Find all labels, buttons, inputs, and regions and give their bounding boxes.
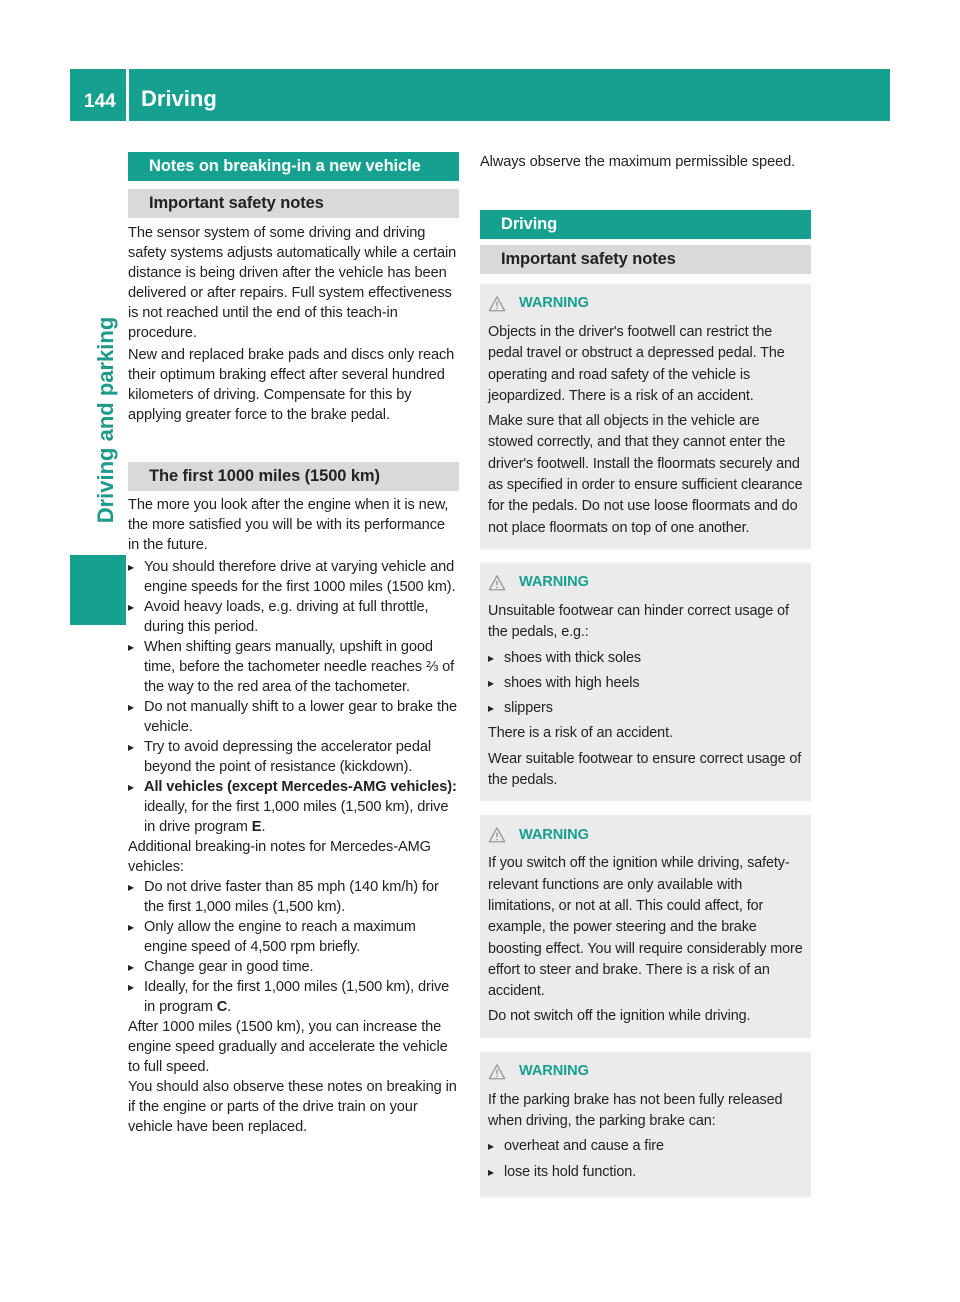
period: .: [227, 999, 232, 1015]
list-item-text: ideally, for the first 1,000 miles (1,500 km), drive in drive program: [144, 799, 449, 835]
paragraph: Additional breaking-in notes for Mercedes-AMG vehicles:: [128, 839, 431, 875]
warning-triangle-icon: [488, 1063, 506, 1081]
subsection-heading: Important safety notes: [480, 245, 811, 274]
warning-label: WARNING: [519, 1063, 589, 1080]
warning-header: [488, 292, 803, 316]
warning-triangle-icon: [488, 826, 506, 844]
paragraph: Do not switch off the ignition while driving.: [488, 1008, 751, 1025]
list-item: ▸ shoes with thick soles: [488, 648, 803, 669]
paragraph: The sensor system of some driving and driving safety systems adjusts automatically while a certain distance is being driven after the vehicle has been delivered or after repairs. Full system effectiveness is not reached until the end of this teach-in procedure.: [128, 225, 457, 341]
side-tab-label: Driving and parking: [93, 316, 118, 524]
list-item: ▸ overheat and cause a fire: [488, 1136, 803, 1157]
warning-triangle-icon: [488, 295, 506, 313]
paragraph: Objects in the driver's footwell can restrict the pedal travel or obstruct a depressed pedal. The operating and road safety of the vehicle is jeopardized. There is a risk of an accident.: [488, 324, 785, 404]
bullet-list: [128, 557, 459, 837]
warning-box: [480, 815, 811, 1037]
right-column: [480, 152, 811, 1197]
side-tab: [86, 305, 126, 535]
page-number: 144: [84, 91, 116, 112]
subsection-heading: Important safety notes: [128, 189, 459, 218]
paragraph: Always observe the maximum permissible speed.: [480, 154, 796, 170]
paragraph: There is a risk of an accident.: [488, 725, 673, 742]
warning-header: [488, 823, 803, 847]
paragraph: Wear suitable footwear to ensure correct usage of the pedals.: [488, 750, 802, 789]
list-item: ▸ When shifting gears manually, upshift in good time, before the tachometer needle reaches ⅔ of the way to the red area of the tachometer.: [128, 637, 459, 697]
bullet-list: [128, 877, 459, 1017]
paragraph: New and replaced brake pads and discs only reach their optimum braking effect after several hundred kilometers of driving. Compensate for this by applying greater force to the brake pedal.: [128, 347, 455, 423]
list-item: ▸ Avoid heavy loads, e.g. driving at full throttle, during this period.: [128, 597, 459, 637]
bullet-list: [488, 1136, 803, 1183]
warning-label: WARNING: [519, 295, 589, 312]
warning-triangle-icon: [488, 574, 506, 592]
paragraph: The more you look after the engine when it is new, the more satisfied you will be with its performance in the future.: [128, 497, 449, 553]
drive-program: C: [216, 999, 228, 1015]
paragraph: If the parking brake has not been fully released when driving, the parking brake can:: [488, 1091, 783, 1130]
paragraph: Unsuitable footwear can hinder correct usage of the pedals, e.g.:: [488, 602, 789, 641]
paragraph: Make sure that all objects in the vehicle are stowed correctly, and that they cannot enter the driver's footwell. Install the floormats securely and as specified in order to ensure sufficient clearance for the pedals. Do not use loose floormats and do not place floormats on top of one another.: [488, 413, 803, 536]
warning-header: [488, 571, 803, 595]
list-item: ▸ You should therefore drive at varying vehicle and engine speeds for the first 1000 miles (1500 km).: [128, 557, 459, 597]
side-tab-block: [70, 555, 126, 625]
list-item: ▸ Do not manually shift to a lower gear to brake the vehicle.: [128, 697, 459, 737]
list-item: ▸ Only allow the engine to reach a maximum engine speed of 4,500 rpm briefly.: [128, 917, 459, 957]
warning-box: [480, 1052, 811, 1197]
section-heading: Driving: [480, 210, 811, 239]
list-item: ▸ shoes with high heels: [488, 673, 803, 694]
warning-label: WARNING: [519, 826, 589, 843]
warning-label: WARNING: [519, 574, 589, 591]
list-item: ▸ Try to avoid depressing the accelerator pedal beyond the point of resistance (kickdown).: [128, 737, 459, 777]
drive-program: E: [251, 819, 262, 835]
list-item: ▸ lose its hold function.: [488, 1162, 803, 1183]
warning-header: [488, 1060, 803, 1084]
paragraph: You should also observe these notes on breaking in if the engine or parts of the drive train on your vehicle have been replaced.: [128, 1079, 457, 1135]
bold-text: All vehicles (except Mercedes-AMG vehicles):: [144, 779, 457, 795]
left-column: [128, 152, 459, 1137]
bullet-list: [488, 648, 803, 720]
warning-box: [480, 563, 811, 801]
section-heading: Notes on breaking-in a new vehicle: [128, 152, 459, 181]
list-item: [128, 977, 459, 1017]
paragraph: After 1000 miles (1500 km), you can increase the engine speed gradually and accelerate the vehicle to full speed.: [128, 1019, 448, 1075]
subsection-heading: The first 1000 miles (1500 km): [128, 462, 459, 491]
list-item: ▸ Change gear in good time.: [128, 957, 459, 977]
list-item: ▸ Do not drive faster than 85 mph (140 km/h) for the first 1,000 miles (1,500 km).: [128, 877, 459, 917]
paragraph: If you switch off the ignition while driving, safety-relevant functions are only available with limitations, or not at all. This could affect, for example, the power steering and the brake boosting effect. You will require considerably more effort to steer and brake. There is a risk of an accident.: [488, 855, 803, 1000]
header-divider: [126, 69, 129, 127]
warning-box: [480, 284, 811, 549]
list-item: ▸ slippers: [488, 698, 803, 719]
period: .: [261, 819, 266, 835]
list-item: [128, 777, 459, 837]
list-item-text: Ideally, for the first 1,000 miles (1,500 km), drive in program: [144, 979, 450, 1015]
page-title: Driving: [141, 86, 217, 111]
